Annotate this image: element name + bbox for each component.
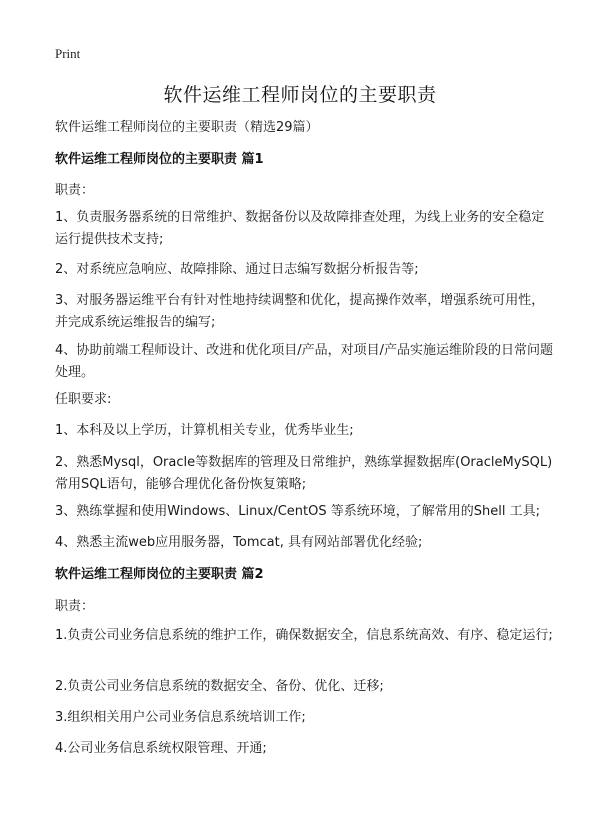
section-1-heading: 软件运维工程师岗位的主要职责 篇1 <box>55 152 264 167</box>
section-1-duty-1: 1、负责服务器系统的日常维护、数据备份以及故障排查处理，为线上业务的安全稳定运行提供技术支持; <box>55 210 545 247</box>
section-2-duty-3: 3.组织相关用户公司业务信息系统培训工作; <box>55 710 306 725</box>
document-subtitle: 软件运维工程师岗位的主要职责（精选29篇） <box>55 120 319 135</box>
section-1-duty-3: 3、对服务器运维平台有针对性地持续调整和优化，提高操作效率，增强系统可用性，并完成系统运维报告的编写; <box>55 293 545 330</box>
section-1-requirement-1: 1、本科及以上学历，计算机相关专业，优秀毕业生; <box>55 423 354 438</box>
section-1-requirement-3: 3、熟练掌握和使用Windows、Linux/CentOS 等系统环境，了解常用的Shell 工具; <box>55 504 540 519</box>
section-1-requirements-label: 任职要求: <box>55 392 112 407</box>
section-2-duty-2: 2.负责公司业务信息系统的数据安全、备份、优化、迁移; <box>55 679 384 694</box>
section-2-duties-label: 职责： <box>55 599 95 614</box>
section-2-duty-1: 1.负责公司业务信息系统的维护工作，确保数据安全，信息系统高效、有序、稳定运行; <box>55 628 553 643</box>
section-2-duty-4: 4.公司业务信息系统权限管理、开通; <box>55 741 267 756</box>
section-2-heading: 软件运维工程师岗位的主要职责 篇2 <box>55 567 264 582</box>
section-1-duties-label: 职责： <box>55 183 95 198</box>
section-1-duty-4: 4、协助前端工程师设计、改进和优化项目/产品，对项目/产品实施运维阶段的日常问题处理。 <box>55 343 554 380</box>
section-1-requirement-4: 4、熟悉主流web应用服务器，Tomcat, 具有网站部署优化经验; <box>55 535 423 550</box>
document-title: 软件运维工程师岗位的主要职责 <box>163 84 437 106</box>
section-1-duty-2: 2、对系统应急响应、故障排除、通过日志编写数据分析报告等; <box>55 262 419 277</box>
print-label: Print <box>55 46 81 61</box>
section-1-requirement-2: 2、熟悉Mysql，Oracle等数据库的管理及日常维护，熟练掌握数据库(OracleMySQL) 常用SQL语句，能够合理优化备份恢复策略; <box>55 455 553 492</box>
